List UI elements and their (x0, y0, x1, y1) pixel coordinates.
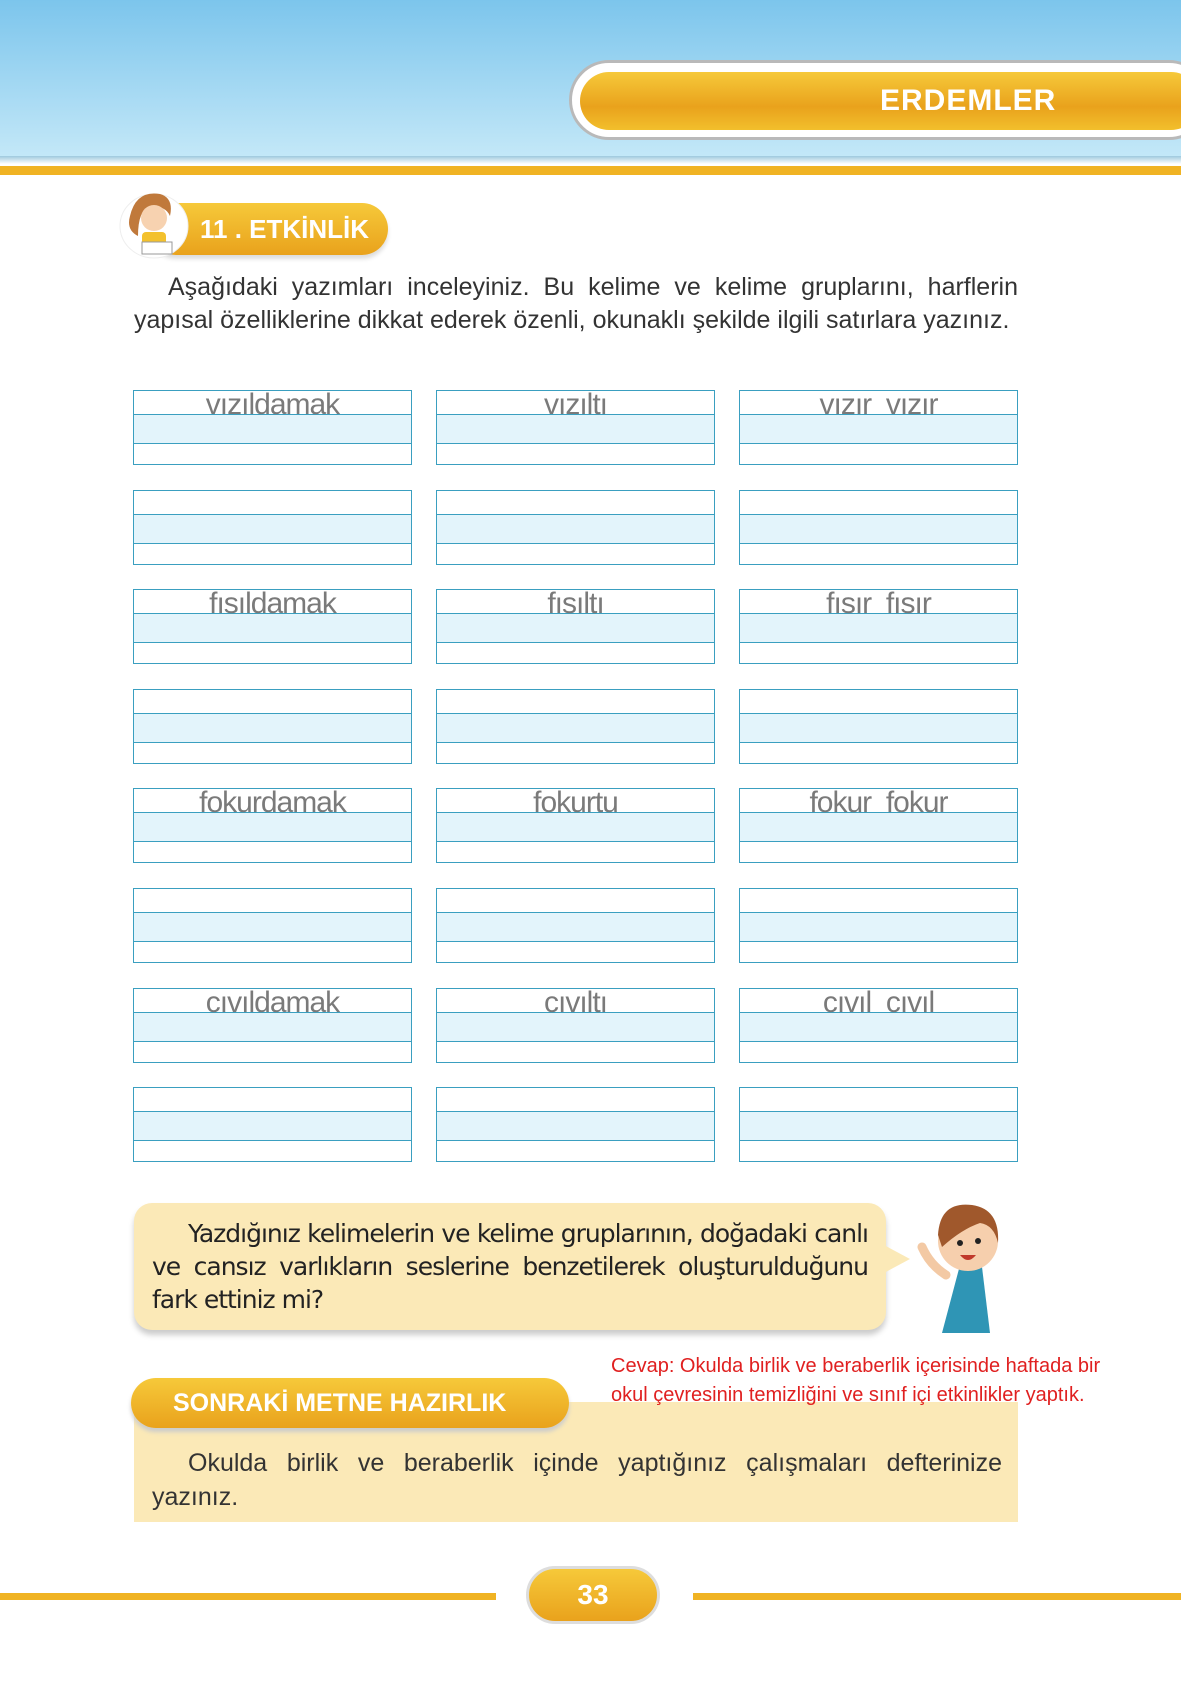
writing-guide-band (740, 1111, 1017, 1141)
model-writing-box (436, 788, 715, 863)
practice-writing-box[interactable] (133, 888, 412, 963)
instruction-text: Aşağıdaki yazımları inceleyiniz. Bu kelime ve kelime gruplarını, harflerin yapısal özelliklerine dikkat ederek özenli, okunaklı şekilde ilgili satırlara yazınız. (134, 273, 1018, 334)
model-writing-box (739, 589, 1018, 664)
writing-guide-band (740, 912, 1017, 942)
model-word: fısıldamak (209, 589, 336, 621)
footer-line-right (693, 1593, 1181, 1600)
practice-writing-box[interactable] (739, 888, 1018, 963)
practice-writing-box[interactable] (133, 689, 412, 764)
question-text: Yazdığınız kelimelerin ve kelime gruplarının, doğadaki canlı ve cansız varlıkların seslerine benzetilerek oluşturulduğunu fark ettiniz mi? (152, 1219, 868, 1314)
practice-writing-box[interactable] (739, 689, 1018, 764)
activity-badge-label: 11 . ETKİNLİK (200, 214, 370, 244)
model-word: fısır fısır (826, 589, 931, 621)
model-writing-box (739, 390, 1018, 465)
model-writing-box (739, 788, 1018, 863)
writing-guide-band (134, 912, 411, 942)
model-writing-box (436, 390, 715, 465)
model-word: cıvıldamak (205, 987, 340, 1019)
writing-guide-band (437, 514, 714, 544)
model-writing-box (133, 390, 412, 465)
writing-guide-band (740, 514, 1017, 544)
next-badge (131, 1378, 569, 1428)
model-word: cıvıl cıvıl (822, 987, 935, 1019)
practice-writing-box[interactable] (133, 490, 412, 565)
model-writing-box (436, 988, 715, 1063)
writing-guide-band (437, 1111, 714, 1141)
next-text: Okulda birlik ve beraberlik içinde yaptığınız çalışmaları defterinize yazınız. (152, 1449, 1002, 1511)
model-word: fokurtu (533, 788, 618, 820)
practice-writing-box[interactable] (739, 1087, 1018, 1162)
model-writing-box (739, 988, 1018, 1063)
practice-writing-box[interactable] (436, 689, 715, 764)
practice-writing-box[interactable] (436, 1087, 715, 1162)
model-word: fokurdamak (199, 788, 346, 820)
practice-writing-box[interactable] (436, 888, 715, 963)
section-title: ERDEMLER (880, 84, 1057, 117)
next-badge-label: SONRAKİ METNE HAZIRLIK (173, 1389, 507, 1417)
header-gold-line (0, 166, 1181, 175)
answer-text: Cevap: Okulda birlik ve beraberlik içerisinde haftada bir okul çevresinin temizliğini ve sınıf içi etkinlikler yaptık. (611, 1355, 1101, 1406)
practice-writing-box[interactable] (739, 490, 1018, 565)
model-word: vızıldamak (205, 390, 340, 421)
section-banner (580, 72, 1181, 130)
writing-guide-band (740, 713, 1017, 743)
writing-guide-band (134, 514, 411, 544)
writing-guide-band (437, 713, 714, 743)
writing-guide-band (437, 912, 714, 942)
header-divider (0, 156, 1181, 164)
writing-guide-band (134, 713, 411, 743)
girl-illustration-icon (116, 186, 196, 260)
page-number: 33 (577, 1579, 609, 1610)
footer-line-left (0, 1593, 496, 1600)
model-word: vızıltı (543, 390, 607, 421)
boy-illustration-icon (900, 1195, 1020, 1335)
writing-guide-band (134, 1111, 411, 1141)
model-writing-box (133, 788, 412, 863)
page-number-badge (526, 1566, 660, 1624)
model-word: vızır vızır (819, 390, 938, 421)
practice-writing-box[interactable] (133, 1087, 412, 1162)
model-writing-box (133, 589, 412, 664)
model-word: fısıltı (547, 589, 604, 621)
model-writing-box (436, 589, 715, 664)
model-word: fokur fokur (809, 788, 948, 820)
practice-writing-box[interactable] (436, 490, 715, 565)
model-writing-box (133, 988, 412, 1063)
question-bubble (134, 1203, 886, 1330)
model-word: cıvıltı (543, 987, 607, 1019)
